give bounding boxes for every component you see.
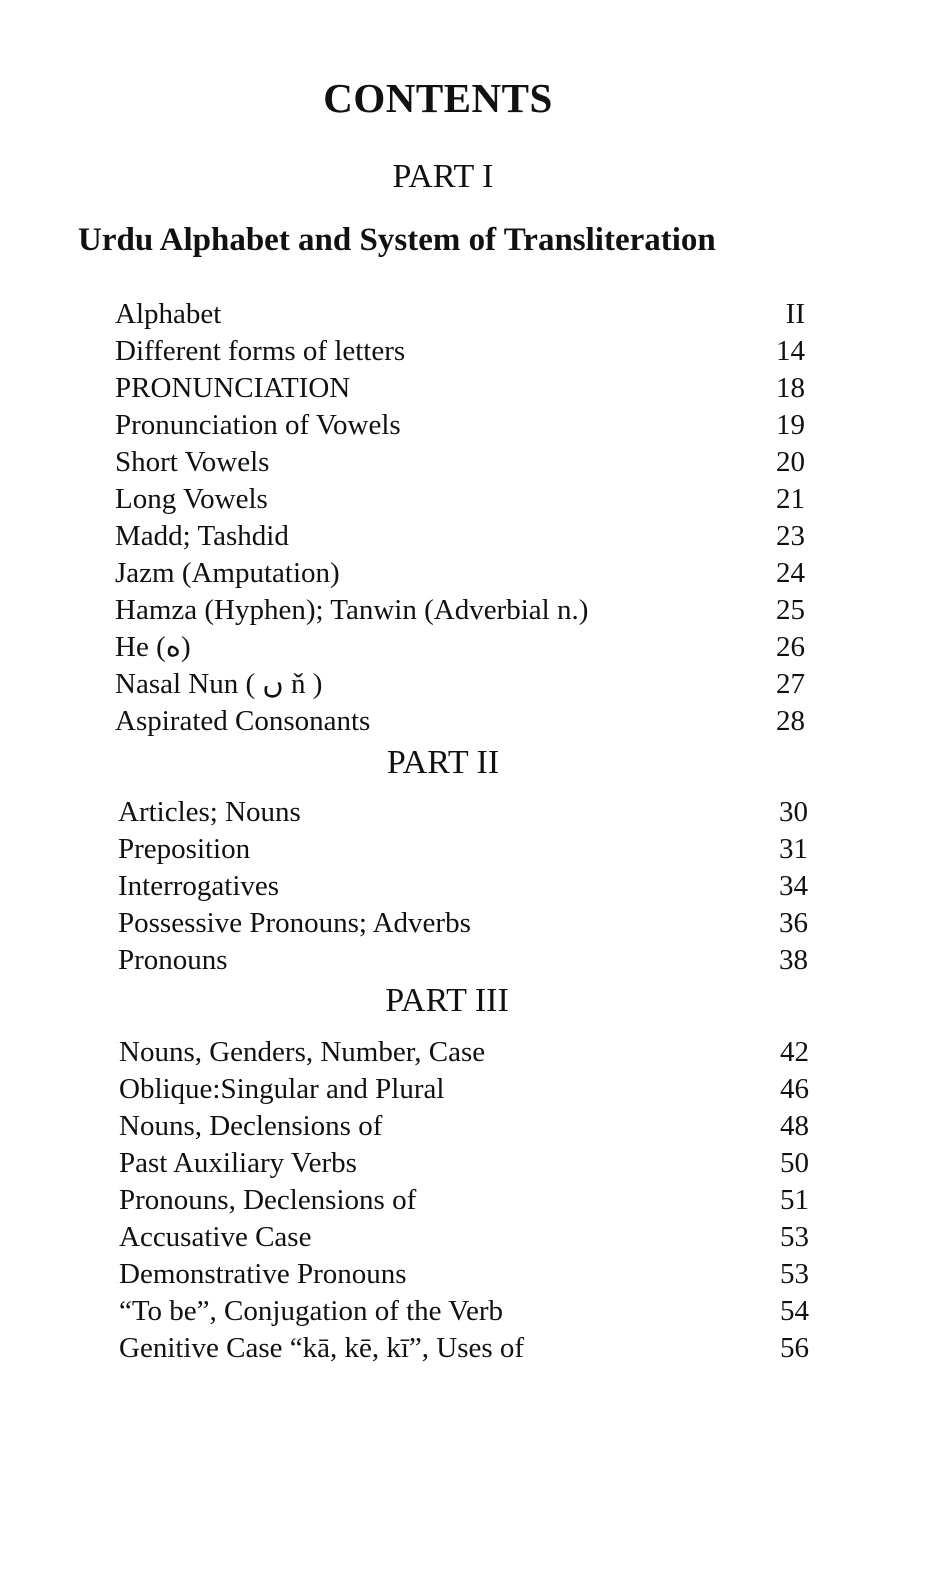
part-2-heading: PART II <box>386 744 500 781</box>
toc-entry <box>118 905 808 942</box>
toc-entry <box>119 1256 809 1293</box>
toc-entry <box>115 518 805 555</box>
toc-entry <box>115 666 805 703</box>
toc-entry-page: 48 <box>780 1110 809 1142</box>
toc-entry-label: “To be”, Conjugation of the Verb <box>119 1295 504 1327</box>
toc-entry <box>115 555 805 592</box>
toc-entry-page: 19 <box>776 409 805 441</box>
toc-entry <box>115 296 805 333</box>
page-title: CONTENTS <box>323 75 553 121</box>
toc-entry <box>118 794 808 831</box>
toc-entry-label: Madd; Tashdid <box>115 520 289 552</box>
toc-entry-label: Nouns, Genders, Number, Case <box>119 1036 486 1068</box>
toc-entry-page: 56 <box>780 1332 809 1364</box>
toc-entry-page: 38 <box>779 944 808 976</box>
toc-entry-page: 42 <box>780 1036 809 1068</box>
toc-entry-page: II <box>785 298 805 330</box>
toc-entry-page: 25 <box>776 594 805 626</box>
toc-entry-page: 23 <box>776 520 805 552</box>
toc-entry <box>119 1182 809 1219</box>
toc-entry-page: 21 <box>776 483 805 515</box>
toc-entry-label: Articles; Nouns <box>118 796 301 828</box>
toc-entry-page: 30 <box>779 796 808 828</box>
toc-entry-page: 53 <box>780 1221 809 1253</box>
toc-entry-label: Nasal Nun ( ں ň ) <box>115 668 323 700</box>
toc-entry-label: Pronunciation of Vowels <box>115 409 401 441</box>
part-1-list <box>115 296 805 740</box>
toc-entry-page: 50 <box>780 1147 809 1179</box>
toc-entry-page: 18 <box>776 372 805 404</box>
toc-entry-label: Aspirated Consonants <box>115 705 371 737</box>
toc-entry-page: 20 <box>776 446 805 478</box>
toc-entry-page: 46 <box>780 1073 809 1105</box>
toc-entry-label: Past Auxiliary Verbs <box>119 1147 357 1179</box>
toc-entry <box>119 1071 809 1108</box>
toc-entry-label: Pronouns, Declensions of <box>119 1184 417 1216</box>
part-2-list <box>118 794 808 979</box>
toc-entry-label: Short Vowels <box>115 446 270 478</box>
toc-entry-label: Interrogatives <box>118 870 280 902</box>
toc-entry <box>119 1219 809 1256</box>
part-3-heading: PART III <box>385 982 509 1019</box>
toc-entry <box>115 407 805 444</box>
toc-entry <box>115 333 805 370</box>
toc-entry <box>119 1330 809 1367</box>
toc-entry-label: Accusative Case <box>119 1221 312 1253</box>
toc-entry-label: Different forms of letters <box>115 335 406 367</box>
toc-entry-page: 26 <box>776 631 805 663</box>
toc-entry-label: Possessive Pronouns; Adverbs <box>118 907 471 939</box>
toc-entry-label: He (ه) <box>115 631 191 663</box>
toc-entry <box>115 592 805 629</box>
toc-entry <box>115 370 805 407</box>
toc-entry-page: 28 <box>776 705 805 737</box>
toc-entry-page: 36 <box>779 907 808 939</box>
toc-entry-page: 27 <box>776 668 805 700</box>
toc-entry-page: 53 <box>780 1258 809 1290</box>
toc-entry <box>119 1293 809 1330</box>
toc-entry <box>119 1108 809 1145</box>
part-3-list <box>119 1034 809 1367</box>
toc-entry <box>118 942 808 979</box>
toc-entry <box>115 481 805 518</box>
toc-entry <box>115 444 805 481</box>
toc-entry-label: PRONUNCIATION <box>115 372 351 404</box>
toc-entry-page: 51 <box>780 1184 809 1216</box>
toc-entry <box>115 629 805 666</box>
toc-entry <box>119 1145 809 1182</box>
toc-entry-label: Preposition <box>118 833 251 865</box>
toc-entry-label: Demonstrative Pronouns <box>119 1258 407 1290</box>
toc-entry-label: Pronouns <box>118 944 228 976</box>
part-1-heading: PART I <box>392 158 494 195</box>
toc-entry <box>115 703 805 740</box>
toc-entry-label: Nouns, Declensions of <box>119 1110 383 1142</box>
toc-entry-page: 24 <box>776 557 805 589</box>
toc-entry-page: 14 <box>776 335 805 367</box>
toc-entry <box>118 831 808 868</box>
toc-entry-page: 31 <box>779 833 808 865</box>
toc-entry <box>119 1034 809 1071</box>
toc-entry-label: Genitive Case “kā, kē, kī”, Uses of <box>119 1332 525 1364</box>
toc-entry-label: Oblique:Singular and Plural <box>119 1073 445 1105</box>
toc-entry-page: 54 <box>780 1295 809 1327</box>
toc-entry-page: 34 <box>779 870 808 902</box>
part-1-subtitle: Urdu Alphabet and System of Transliteration <box>78 222 716 258</box>
toc-entry-label: Jazm (Amputation) <box>115 557 340 589</box>
toc-entry <box>118 868 808 905</box>
toc-entry-label: Hamza (Hyphen); Tanwin (Adverbial n.) <box>115 594 589 626</box>
toc-entry-label: Long Vowels <box>115 483 268 515</box>
toc-entry-label: Alphabet <box>115 298 222 330</box>
